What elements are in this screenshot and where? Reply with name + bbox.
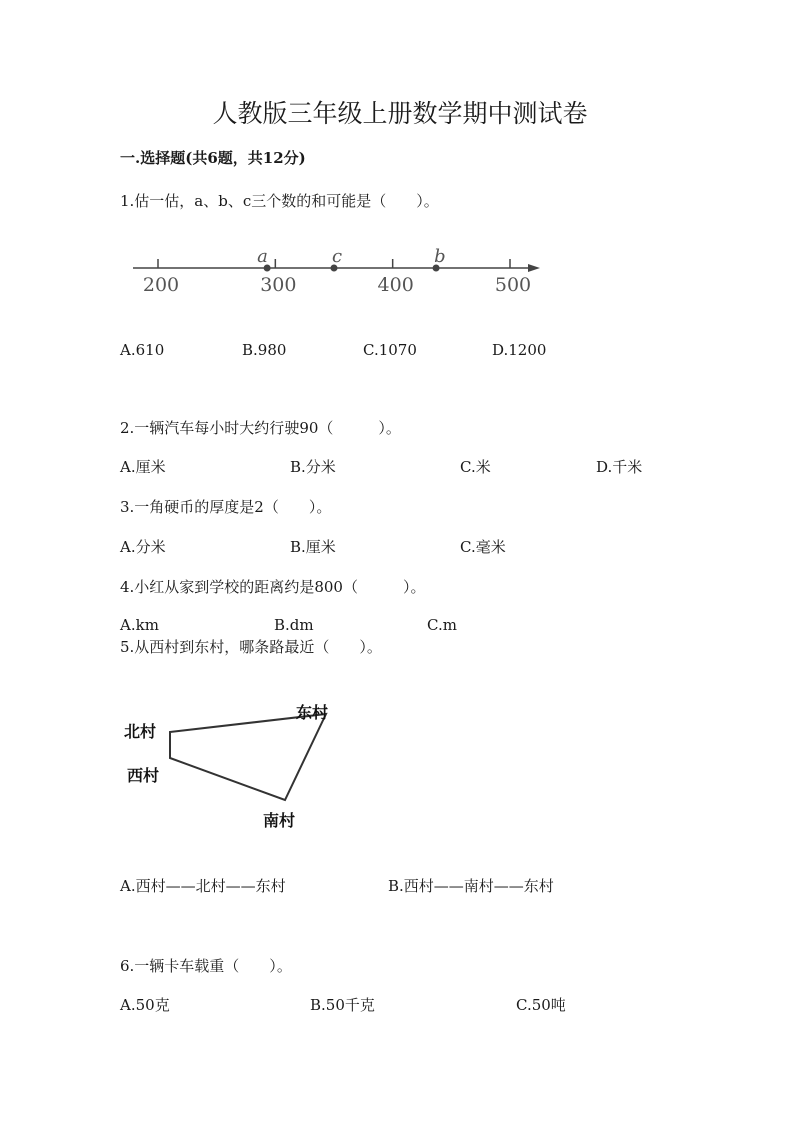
question-3-option-a[interactable]: A.分米 [120, 538, 166, 556]
question-2-option-d[interactable]: D.千米 [596, 458, 643, 476]
question-2-option-a[interactable]: A.厘米 [120, 458, 166, 476]
question-1-option-d[interactable]: D.1200 [492, 341, 547, 359]
question-6-option-b[interactable]: B.50千克 [310, 996, 375, 1014]
question-5-option-a[interactable]: A.西村——北村——东村 [120, 877, 286, 895]
number-line-point-label-b: b [434, 246, 446, 267]
question-6-option-c[interactable]: C.50吨 [516, 996, 566, 1014]
question-3-text: 3.一角硬币的厚度是2（ ）。 [120, 498, 332, 516]
question-2-text: 2.一辆汽车每小时大约行驶90（ ）。 [120, 419, 401, 437]
number-line-arrow-icon [528, 264, 540, 272]
question-3-option-b[interactable]: B.厘米 [290, 538, 336, 556]
number-line-tick-label-500: 500 [494, 274, 532, 296]
question-1-text: 1.估一估，a、b、c三个数的和可能是（ ）。 [120, 192, 439, 210]
number-line-tick-label-300: 300 [260, 274, 297, 296]
question-2-option-b[interactable]: B.分米 [290, 458, 336, 476]
question-4-text: 4.小红从家到学校的距离约是800（ ）。 [120, 578, 426, 596]
question-3-option-c[interactable]: C.毫米 [460, 538, 506, 556]
number-line-tick-label-400: 400 [377, 274, 414, 296]
question-1-option-b[interactable]: B.980 [242, 341, 287, 359]
question-1-option-c[interactable]: C.1070 [363, 341, 417, 359]
map-label-west: 西村 [127, 766, 160, 785]
number-line-tick-label-200: 200 [142, 274, 180, 296]
number-line-point-label-a: a [257, 246, 268, 267]
map-label-north: 北村 [124, 722, 157, 741]
village-route-shape [170, 714, 326, 800]
section-heading: 一.选择题(共6题，共12分) [120, 149, 306, 167]
number-line-point-label-c: c [332, 246, 343, 267]
page-title: 人教版三年级上册数学期中测试卷 [212, 99, 588, 128]
number-line-figure [0, 240, 800, 300]
question-4-option-c[interactable]: C.m [427, 616, 457, 634]
question-1-option-a[interactable]: A.610 [120, 341, 165, 359]
question-2-option-c[interactable]: C.米 [460, 458, 491, 476]
question-5-text: 5.从西村到东村，哪条路最近（ ）。 [120, 638, 382, 656]
question-6-option-a[interactable]: A.50克 [120, 996, 170, 1014]
map-label-south: 南村 [263, 811, 296, 830]
question-4-option-b[interactable]: B.dm [274, 616, 314, 634]
question-4-option-a[interactable]: A.km [120, 616, 159, 634]
question-5-option-b[interactable]: B.西村——南村——东村 [388, 877, 554, 895]
village-map-figure [0, 690, 800, 840]
question-6-text: 6.一辆卡车载重（ ）。 [120, 957, 292, 975]
map-label-east: 东村 [296, 703, 329, 722]
